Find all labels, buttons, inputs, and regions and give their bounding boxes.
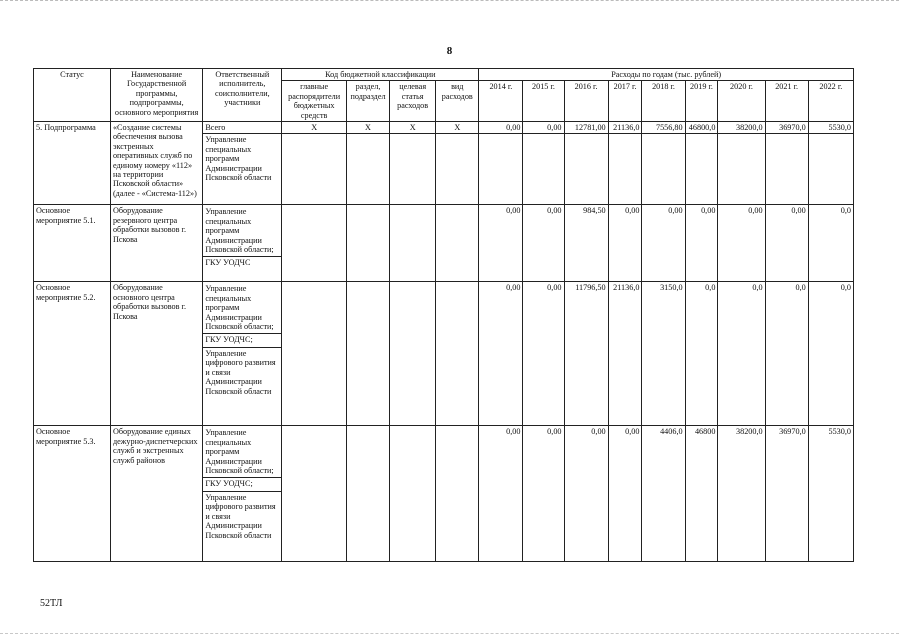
header-budget-code: целевая статья расходов [390,81,436,122]
header-year: 2015 г. [523,81,564,122]
row-executors [203,205,282,282]
row-value: 5530,0 [808,122,853,134]
row-value: 0,00 [523,122,564,134]
header-name: Наименование Государственной программы, подпрограммы, основного мероприятия [110,69,202,122]
row-value: 0,00 [479,122,523,134]
header-year: 2017 г. [608,81,642,122]
row-value: 0,0 [808,205,853,282]
row-value: 12781,00 [564,122,608,134]
header-year: 2021 г. [765,81,808,122]
budget-table [33,68,854,562]
row-value: 4406,0 [642,426,685,562]
row-value: 36970,0 [765,122,808,134]
row-value: 21136,0 [608,122,642,134]
row-value: 5530,0 [808,426,853,562]
row-value: 11796,50 [564,282,608,426]
row-code: Х [436,122,479,134]
row-executor: ГКУ УОДЧС [205,258,251,268]
row-name: Оборудование резервного центра обработки вызовов г. Пскова [110,205,202,282]
header-budget-code: главные распорядители бюджетных средств [282,81,347,122]
row-value: 0,00 [765,205,808,282]
row-value: 21136,0 [608,282,642,426]
row-executor: ГКУ УОДЧС; [203,334,281,347]
row-status: 5. Подпрограмма [34,122,111,205]
row-value: 3150,0 [642,282,685,426]
row-value: 0,0 [685,282,718,426]
row-code: Х [390,122,436,134]
table-row [34,282,854,426]
row-name: Оборудование основного центра обработки вызовов г. Пскова [110,282,202,426]
header-year: 2016 г. [564,81,608,122]
row-name: Оборудование единых дежурно-диспетчерских служб и экстренных служб районов [110,426,202,562]
row-executors [203,282,282,426]
row-name: «Создание системы обеспечения вызова экстренных оперативных служб по единому номеру «112» на территории Псковской области» (далее - «Система-112») [110,122,202,205]
row-value: 0,00 [608,426,642,562]
row-value: 46800,0 [685,122,718,134]
row-executor: Управление специальных программ Администрации Псковской области; [203,427,281,478]
row-value: 0,0 [718,282,765,426]
header-year: 2022 г. [808,81,853,122]
header-budget-code: раздел, подраздел [346,81,389,122]
header-year: 2019 г. [685,81,718,122]
row-status: Основное мероприятие 5.1. [34,205,111,282]
row-value: 0,00 [718,205,765,282]
row-executor: Управление специальных программ Администрации Псковской области [203,134,282,205]
row-executor: ГКУ УОДЧС; [203,478,281,491]
row-value: 0,00 [642,205,685,282]
row-executors [203,426,282,562]
row-executor: Управление цифрового развития и связи Администрации Псковской области [205,348,276,396]
row-value: 0,00 [479,282,523,426]
header-row-1 [34,69,854,81]
row-value: 0,0 [808,282,853,426]
table-row [34,122,854,134]
row-value: 0,0 [765,282,808,426]
header-budget-code: вид расходов [436,81,479,122]
row-value: 7556,80 [642,122,685,134]
scan-edge-top [0,0,899,3]
row-value: 0,00 [523,282,564,426]
row-executor: Управление специальных программ Администрации Псковской области; [203,283,281,334]
page-number: 8 [446,45,453,57]
row-value: 984,50 [564,205,608,282]
footer-code: 52ТЛ [40,598,63,609]
header-year: 2018 г. [642,81,685,122]
row-value: 0,00 [523,205,564,282]
row-value: 0,00 [685,205,718,282]
row-value: 36970,0 [765,426,808,562]
row-value: 0,00 [564,426,608,562]
header-executor: Ответственный исполнитель, соисполнители, участники [203,69,282,122]
row-executor: Управление цифрового развития и связи Администрации Псковской области [205,492,276,540]
row-value: 0,00 [479,426,523,562]
table-row [34,205,854,282]
row-status: Основное мероприятие 5.3. [34,426,111,562]
header-expenses-group: Расходы по годам (тыс. рублей) [479,69,854,81]
table-row [34,426,854,562]
row-value: 38200,0 [718,122,765,134]
row-total-label: Всего [203,122,282,134]
row-value: 46800 [685,426,718,562]
header-year: 2014 г. [479,81,523,122]
scan-edge-bottom [0,633,899,636]
header-status: Статус [34,69,111,122]
row-status: Основное мероприятие 5.2. [34,282,111,426]
row-executor: Управление специальных программ Администрации Псковской области; [203,206,281,257]
row-value: 0,00 [608,205,642,282]
header-year: 2020 г. [718,81,765,122]
header-budget-code-group: Код бюджетной классификации [282,69,479,81]
row-code: Х [282,122,347,134]
row-value: 38200,0 [718,426,765,562]
row-value: 0,00 [523,426,564,562]
row-code: Х [346,122,389,134]
row-value: 0,00 [479,205,523,282]
